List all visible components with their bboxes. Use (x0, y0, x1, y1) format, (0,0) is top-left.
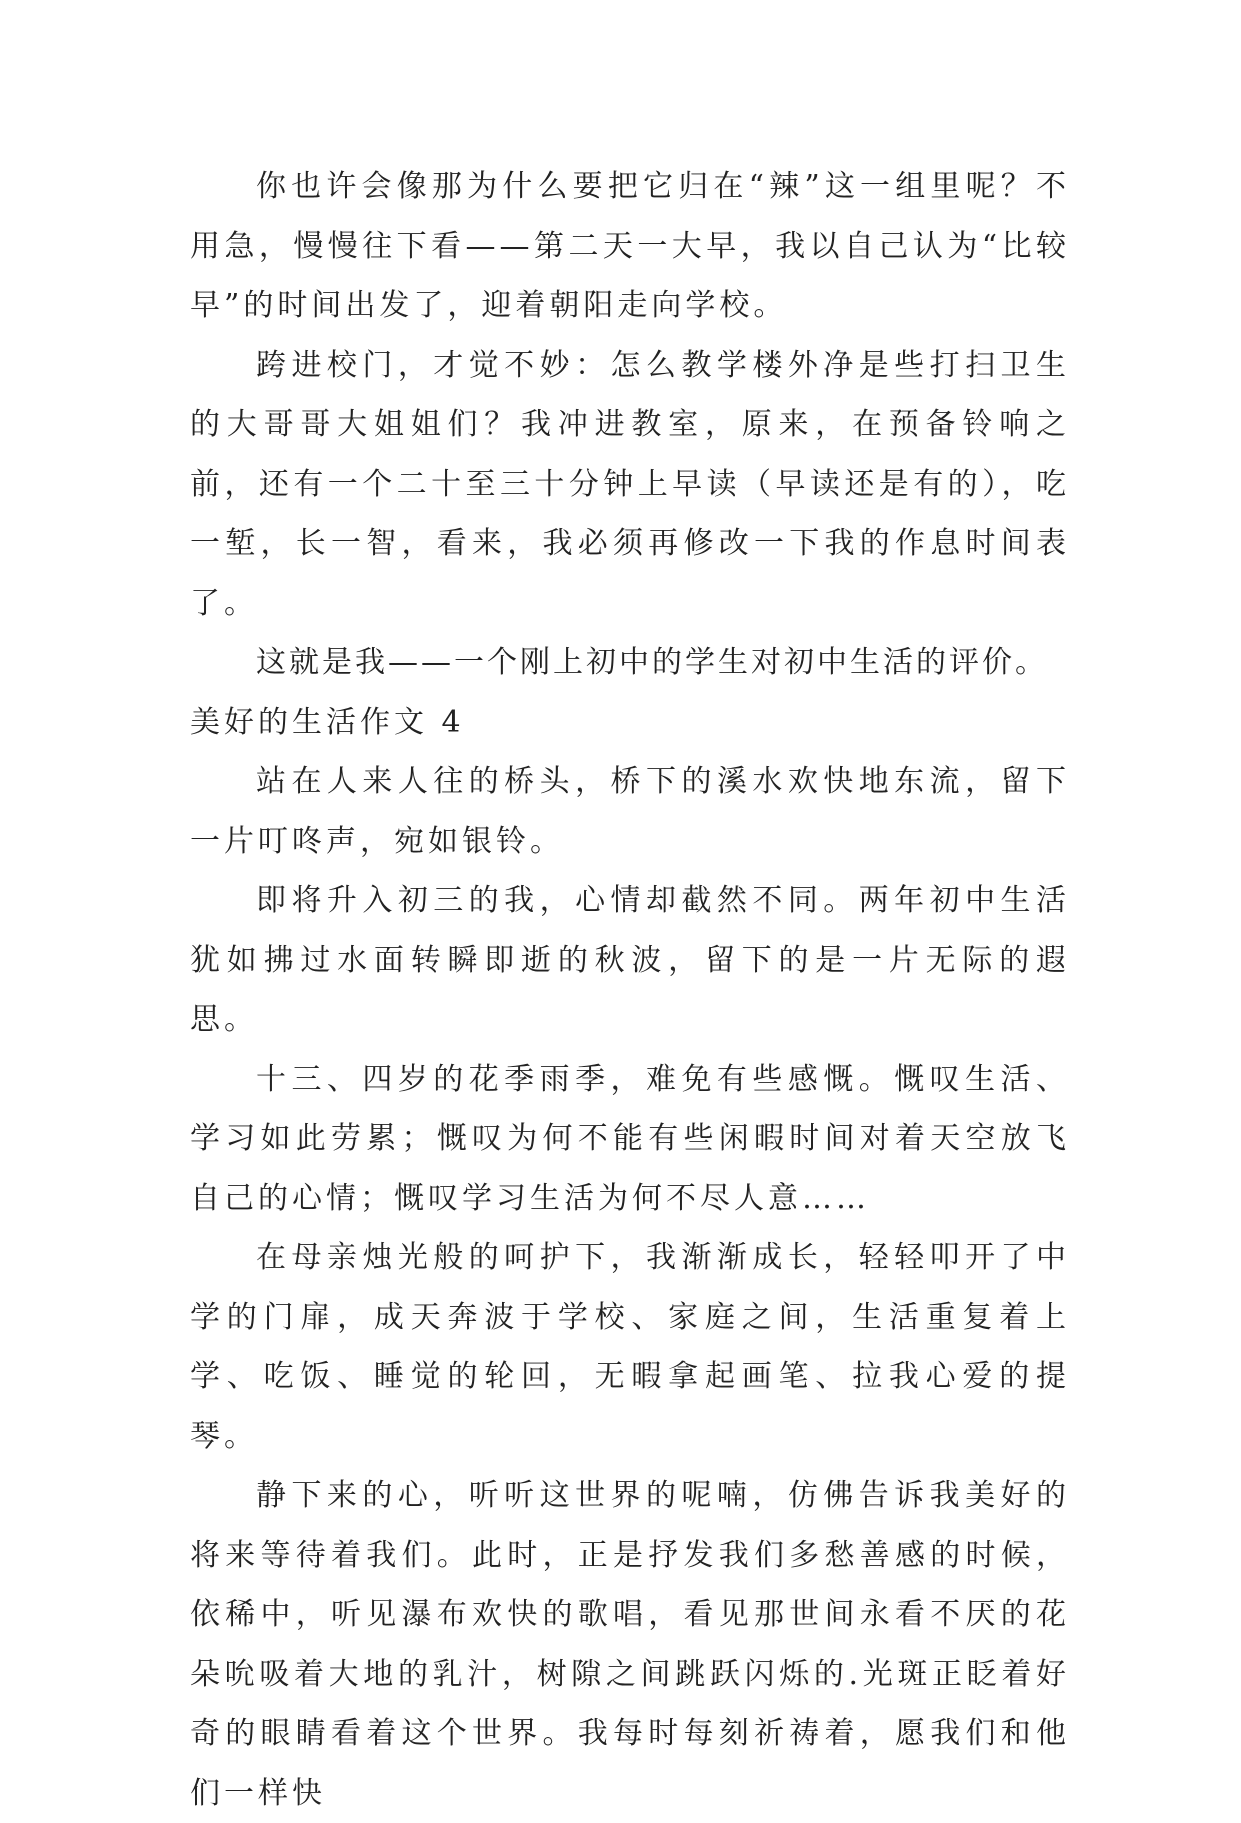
paragraph: 即将升入初三的我，心情却截然不同。两年初中生活犹如拂过水面转瞬即逝的秋波，留下的是一片无际的遐思。 (190, 883, 1070, 1037)
paragraph: 十三、四岁的花季雨季，难免有些感慨。慨叹生活、学习如此劳累；慨叹为何不能有些闲暇时间对着天空放飞自己的心情；慨叹学习生活为何不尽人意…… (190, 1061, 1070, 1216)
paragraph: 这就是我——一个刚上初中的学生对初中生活的评价。 (256, 645, 1048, 680)
paragraph: 站在人来人往的桥头，桥下的溪水欢快地东流，留下一片叮咚声，宛如银铃。 (190, 764, 1070, 859)
paragraph: 在母亲烛光般的呵护下，我渐渐成长，轻轻叩开了中学的门扉，成天奔波于学校、家庭之间，生活重复着上学、吃饭、睡觉的轮回，无暇拿起画笔、拉我心爱的提琴。 (190, 1240, 1070, 1454)
paragraph: 跨进校门，才觉不妙：怎么教学楼外净是些打扫卫生的大哥哥大姐姐们？我冲进教室，原来，在预备铃响之前，还有一个二十至三十分钟上早读（早读还是有的），吃一堑，长一智，看来，我必须再修改一下我的作息时间表了。 (190, 347, 1070, 621)
section-title: 美好的生活作文 4 (190, 704, 465, 740)
paragraph: 你也许会像那为什么要把它归在“辣”这一组里呢？不用急，慢慢往下看——第二天一大早，我以自己认为“比较早”的时间出发了，迎着朝阳走向学校。 (190, 169, 1070, 323)
paragraph: 静下来的心，听听这世界的呢喃，仿佛告诉我美好的将来等待着我们。此时，正是抒发我们多愁善感的时候，依稀中，听见瀑布欢快的歌唱，看见那世间永看不厌的花朵吮吸着大地的乳汁，树隙之间跳跃闪烁的.光斑正眨着好奇的眼睛看着这个世界。我每时每刻祈祷着，愿我们和他们一样快 (190, 1478, 1070, 1811)
document-body (190, 157, 1070, 1823)
